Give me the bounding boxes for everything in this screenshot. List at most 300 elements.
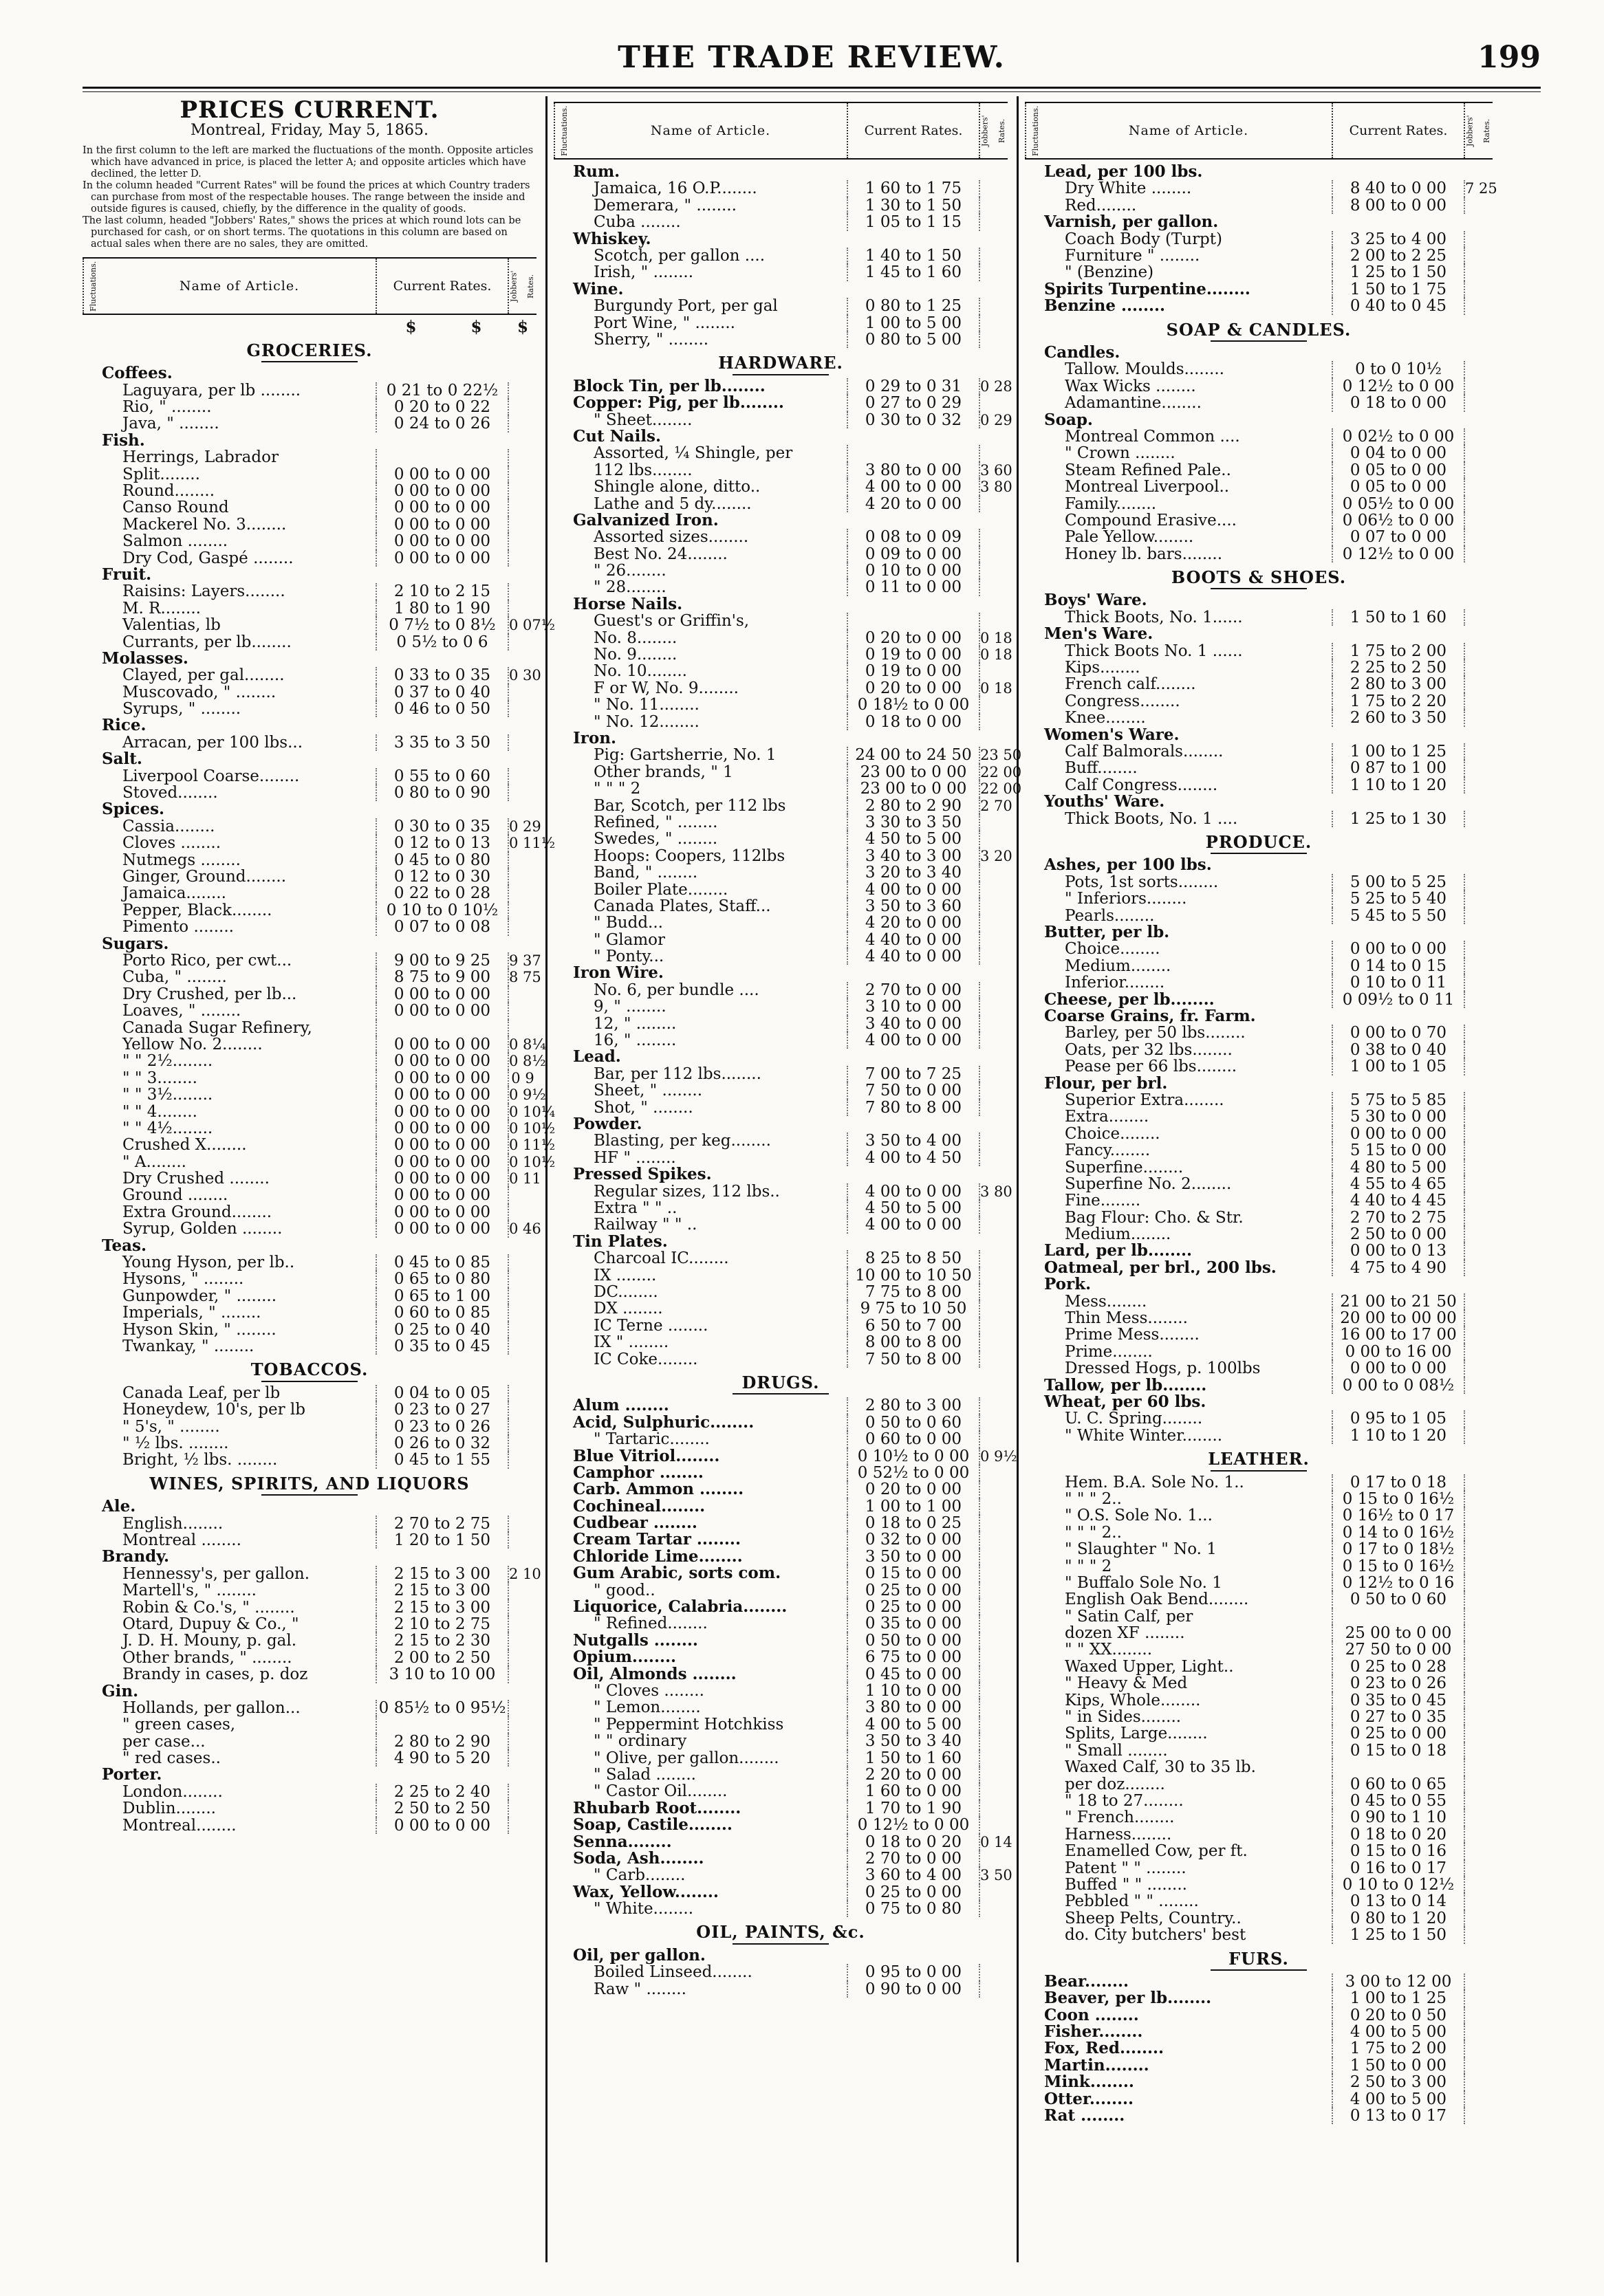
article-name: Medium........	[1065, 1225, 1171, 1244]
jobbers-rate	[1464, 676, 1493, 692]
current-rate: 9 00 to 9 25	[376, 952, 508, 969]
article-name: F or W, No. 9........	[594, 679, 739, 697]
price-row	[1025, 1809, 1493, 1826]
article-name: Salmon ........	[122, 532, 228, 551]
current-rate: 1 00 to 1 00	[847, 1498, 979, 1515]
jobbers-rate	[979, 1216, 1008, 1233]
current-rate: 0 15 to 0 00	[847, 1565, 979, 1582]
jobbers-rate: 3 50	[980, 1867, 1012, 1884]
price-row	[83, 1152, 556, 1171]
price-row	[1025, 197, 1493, 214]
jobbers-rate	[508, 919, 537, 935]
price-row	[1025, 462, 1493, 479]
price-row	[554, 982, 1008, 998]
article-name: Pearls........	[1065, 906, 1155, 925]
current-rate: 0 15 to 0 18	[1332, 1742, 1464, 1759]
jobbers-rate	[1464, 1843, 1493, 1859]
current-rate: 0 35 to 0 45	[376, 1338, 508, 1355]
jobbers-rate	[1464, 1260, 1493, 1276]
price-row	[554, 1615, 1008, 1632]
jobbers-rate	[508, 1800, 537, 1817]
article-name: Pimento ........	[122, 918, 234, 937]
price-row	[554, 248, 1008, 264]
article-name: Pepper, Black........	[122, 901, 272, 919]
current-rate: 0 23 to 0 26	[376, 1419, 508, 1435]
category-label: Whiskey.	[573, 229, 651, 248]
article-name: Cassia........	[122, 817, 215, 835]
current-rate: 2 70 to 2 75	[1332, 1210, 1464, 1226]
current-rate: 0 12½ to 0 00	[1332, 378, 1464, 395]
jobbers-rate	[508, 684, 537, 701]
article-name: Congress........	[1065, 692, 1180, 710]
current-rate: 0 25 to 0 00	[847, 1599, 979, 1615]
price-row	[83, 1784, 537, 1800]
jobbers-rate: 22 00	[980, 780, 1022, 798]
current-rate: 0 95 to 0 00	[847, 1964, 979, 1980]
article-name: Waxed Calf, 30 to 35 lb.	[1065, 1758, 1256, 1777]
current-rates-header: Current Rates.	[377, 259, 509, 314]
price-row	[1025, 1971, 1493, 1991]
current-rate: 2 15 to 3 00	[376, 1582, 508, 1599]
current-rate: 0 00 to 0 00	[376, 483, 508, 499]
jobbers-rate	[508, 1582, 537, 1599]
jobbers-rate	[979, 395, 1008, 411]
jobbers-rate	[979, 1699, 1008, 1716]
jobbers-rate	[979, 546, 1008, 562]
current-rate: 0 00 to 0 00	[376, 516, 508, 533]
jobbers-rate	[979, 529, 1008, 545]
article-name: Furniture " ........	[1065, 246, 1200, 265]
current-rate: 1 10 to 0 00	[847, 1683, 979, 1699]
current-rate: 1 10 to 1 20	[1332, 1428, 1464, 1444]
current-rate: 3 40 to 0 00	[847, 1016, 979, 1032]
price-row	[1025, 1192, 1493, 1209]
article-name: Java, " ........	[122, 415, 219, 433]
article-name: M. R........	[122, 599, 201, 617]
jobbers-rate	[1464, 890, 1493, 907]
price-row	[1025, 1176, 1493, 1192]
jobbers-rate	[979, 1716, 1008, 1733]
price-row	[1025, 1025, 1493, 1041]
article-name: Other brands, " ........	[122, 1648, 292, 1667]
current-rate: 1 80 to 1 90	[376, 600, 508, 617]
jobbers-rate	[979, 1884, 1008, 1901]
price-row	[554, 411, 1012, 429]
current-rate: 25 00 to 0 00	[1332, 1625, 1464, 1641]
current-rate: 0 85½ to 0 95½	[376, 1700, 508, 1716]
current-rate: 4 80 to 5 00	[1332, 1159, 1464, 1176]
article-name: Acid, Sulphuric........	[573, 1412, 755, 1432]
article-name: Sheep Pelts, Country..	[1065, 1909, 1242, 1927]
article-name: " Peppermint Hotchkiss	[594, 1715, 784, 1734]
article-name: Arracan, per 100 lbs...	[122, 733, 303, 752]
article-name: Alum ........	[573, 1396, 669, 1415]
price-row	[1025, 1058, 1493, 1075]
jobbers-rate	[1464, 231, 1493, 248]
article-name-header: Name of Article.	[1045, 103, 1333, 158]
price-row	[554, 1133, 1008, 1149]
price-row	[554, 679, 1012, 697]
jobbers-rate	[1464, 1641, 1493, 1658]
jobbers-rate	[1464, 811, 1493, 827]
price-row	[554, 1082, 1008, 1099]
article-name: Jamaica........	[122, 884, 226, 903]
article-name: Young Hyson, per lb..	[122, 1254, 295, 1272]
price-row	[554, 831, 1008, 847]
price-row	[554, 780, 1022, 798]
current-rate: 2 70 to 0 00	[847, 982, 979, 998]
current-rate: 2 60 to 3 50	[1332, 710, 1464, 726]
category-label: Fish.	[102, 430, 145, 450]
article-name: Fancy........	[1065, 1141, 1151, 1160]
price-row	[1025, 974, 1493, 991]
article-name: " " " 2	[1065, 1557, 1112, 1575]
price-row	[1025, 1474, 1493, 1491]
current-rate: 0 27 to 0 35	[1332, 1709, 1464, 1725]
jobbers-rate	[1464, 1507, 1493, 1524]
current-rate: 4 50 to 5 00	[847, 1200, 979, 1216]
price-row	[83, 1254, 537, 1271]
current-rate: 0 to 0 10½	[1332, 361, 1464, 378]
jobbers-rate	[1464, 908, 1493, 924]
current-rate: 3 10 to 10 00	[376, 1666, 508, 1683]
price-row	[554, 197, 1008, 214]
jobbers-rate: 0 8½	[509, 1053, 546, 1070]
current-rate: 0 45 to 0 55	[1332, 1793, 1464, 1809]
jobbers-rate	[508, 1666, 537, 1683]
article-name: HF " ........	[594, 1148, 676, 1167]
price-row	[554, 1431, 1008, 1447]
article-name: Muscovado, " ........	[122, 683, 277, 701]
current-rate: 0 12½ to 0 00	[847, 1817, 979, 1833]
price-row	[1025, 890, 1493, 907]
current-rate	[1332, 1759, 1464, 1775]
jobbers-rates-header: Jobbers' Rates.	[980, 115, 1006, 146]
price-row	[83, 734, 537, 751]
price-row	[83, 785, 537, 801]
page-number: 199	[1477, 40, 1541, 75]
article-name: " ½ lbs. ........	[122, 1434, 229, 1452]
current-rate: 0 06½ to 0 00	[1332, 512, 1464, 529]
jobbers-rate	[979, 1981, 1008, 1998]
current-rate: 8 25 to 8 50	[847, 1250, 979, 1267]
current-rate: 0 60 to 0 85	[376, 1304, 508, 1321]
current-rate: 4 40 to 0 00	[847, 932, 979, 948]
price-row	[554, 814, 1008, 831]
jobbers-rate	[508, 449, 537, 466]
price-column-3	[1025, 102, 1497, 2125]
article-name: French calf........	[1065, 675, 1196, 694]
price-row	[554, 1565, 1008, 1582]
current-rate: 1 10 to 1 20	[1332, 777, 1464, 794]
article-name: Thin Mess........	[1065, 1309, 1188, 1328]
jobbers-rate	[979, 1901, 1008, 1917]
article-name: Bear........	[1044, 1971, 1129, 1991]
current-rate: 4 00 to 0 00	[847, 1032, 979, 1049]
article-name: Gum Arabic, sorts com.	[573, 1564, 781, 1583]
price-row	[1025, 529, 1493, 545]
article-name: Cream Tartar ........	[573, 1530, 741, 1549]
current-rate: 0 80 to 0 90	[376, 785, 508, 801]
jobbers-rate	[1464, 1524, 1493, 1541]
jobbers-rate	[1464, 1990, 1493, 2007]
article-name: Fox, Red........	[1044, 2039, 1164, 2058]
article-name: " Buffalo Sole No. 1	[1065, 1573, 1222, 1592]
jobbers-rate	[508, 701, 537, 717]
current-rate: 0 18½ to 0 00	[847, 697, 979, 713]
article-name: Swedes, " ........	[594, 830, 718, 849]
article-name: " " 4........	[122, 1102, 197, 1121]
jobbers-rate	[1464, 445, 1493, 461]
current-rate: 0 25 to 0 40	[376, 1322, 508, 1338]
price-row	[554, 1683, 1008, 1699]
current-rate: 3 00 to 12 00	[1332, 1974, 1464, 1990]
current-rate: 0 10 to 0 11	[1332, 974, 1464, 991]
section-heading: DRUGS.	[554, 1375, 1008, 1395]
price-row	[83, 1070, 537, 1086]
price-row	[83, 1187, 537, 1203]
article-name: Guest's or Griffin's,	[594, 612, 750, 631]
price-row	[554, 1981, 1008, 1998]
jobbers-rate	[1464, 1910, 1493, 1927]
price-row	[554, 298, 1008, 314]
current-rate: 0 12 to 0 13	[376, 835, 508, 851]
price-row	[83, 1020, 537, 1036]
jobbers-rate	[1464, 743, 1493, 760]
price-row	[1025, 1092, 1493, 1108]
price-row	[1025, 1360, 1493, 1377]
article-name: Currants, per lb........	[122, 633, 292, 651]
current-rate: 0 60 to 0 65	[1332, 1776, 1464, 1793]
jobbers-rate	[508, 516, 537, 533]
article-name: " " 3½........	[122, 1086, 213, 1104]
price-row	[1025, 1260, 1493, 1276]
current-rate: 0 38 to 0 40	[1332, 1042, 1464, 1058]
article-name: Calf Balmorals........	[1065, 743, 1224, 761]
price-row	[1025, 428, 1493, 445]
article-name: Pale Yellow........	[1065, 528, 1194, 547]
price-row	[83, 1716, 537, 1733]
current-rate: 3 80 to 0 00	[847, 462, 979, 479]
jobbers-rate	[979, 1150, 1008, 1166]
price-row	[554, 746, 1022, 765]
jobbers-rate	[1464, 1058, 1493, 1075]
jobbers-rate	[508, 1632, 537, 1649]
article-name: Oil, Almonds ........	[573, 1664, 737, 1683]
jobbers-rate: 0 30	[509, 667, 541, 684]
price-row	[1025, 1575, 1493, 1591]
jobbers-rate	[1464, 1192, 1493, 1209]
price-row	[554, 1800, 1008, 1817]
jobbers-rate	[979, 496, 1008, 512]
jobbers-rate	[508, 734, 537, 751]
article-name: Block Tin, per lb........	[573, 376, 766, 395]
price-row	[554, 264, 1008, 281]
current-rate: 1 60 to 0 00	[847, 1783, 979, 1800]
price-row	[1025, 1428, 1493, 1444]
price-row	[1025, 811, 1493, 827]
current-rate: 0 00 to 0 00	[376, 986, 508, 1003]
jobbers-rate	[1464, 1893, 1493, 1910]
jobbers-rate	[508, 1700, 537, 1716]
price-row	[1025, 1893, 1493, 1910]
category-label: Candles.	[1044, 342, 1120, 362]
article-name: Blue Vitriol........	[573, 1446, 720, 1465]
article-name: " Budd...	[594, 914, 663, 932]
price-row	[554, 1649, 1008, 1665]
jobbers-rate	[1464, 1759, 1493, 1775]
jobbers-rate	[1464, 197, 1493, 214]
jobbers-rate	[508, 1288, 537, 1304]
article-name: Lard, per lb........	[1044, 1241, 1193, 1260]
jobbers-rate	[1464, 941, 1493, 957]
article-name: " good..	[594, 1581, 655, 1599]
section-heading: TOBACCOS.	[83, 1362, 537, 1381]
jobbers-rate	[1464, 1344, 1493, 1360]
article-name: " Glamor	[594, 930, 665, 949]
price-row	[1025, 546, 1493, 562]
current-rate: 3 40 to 3 00	[847, 848, 979, 864]
current-rate: 0 18 to 0 20	[1332, 1826, 1464, 1843]
price-row	[1025, 1326, 1493, 1343]
jobbers-rate	[979, 562, 1008, 579]
article-name: Yellow No. 2........	[122, 1035, 263, 1053]
category-label: Spices.	[102, 800, 165, 819]
jobbers-rate	[508, 1254, 537, 1271]
price-row	[554, 1465, 1008, 1481]
jobbers-rate	[508, 1650, 537, 1666]
article-name: Blasting, per keg........	[594, 1132, 771, 1150]
current-rate: 0 00 to 0 00	[1332, 1126, 1464, 1142]
jobbers-rate	[508, 415, 537, 432]
article-name: 112 lbs........	[594, 461, 693, 479]
price-rows	[83, 340, 556, 1835]
jobbers-rate	[1464, 1591, 1493, 1608]
article-name: " green cases,	[122, 1716, 236, 1734]
jobbers-rate	[979, 1649, 1008, 1665]
jobbers-rate: 0 8¼	[509, 1036, 546, 1053]
current-rate: 23 00 to 0 00	[847, 780, 979, 797]
price-column-2	[554, 102, 1022, 1998]
price-row	[83, 1220, 541, 1238]
jobbers-rate	[979, 1850, 1008, 1867]
article-name: Honeydew, 10's, per lb	[122, 1401, 305, 1419]
jobbers-rate	[1464, 2108, 1493, 2124]
current-rate: 4 50 to 5 00	[847, 831, 979, 847]
jobbers-rate: 0 11½	[509, 1137, 556, 1154]
article-name: Montreal Common ....	[1065, 427, 1240, 446]
current-rate: 2 25 to 2 40	[376, 1784, 508, 1800]
current-rate: 1 20 to 1 50	[376, 1532, 508, 1549]
article-name: London........	[122, 1782, 223, 1801]
jobbers-rate	[979, 831, 1008, 847]
article-name: Soda, Ash........	[573, 1848, 704, 1868]
article-name: Cloves ........	[122, 834, 221, 853]
article-name: Hysons, " ........	[122, 1270, 244, 1289]
current-rate: 0 21 to 0 22½	[376, 382, 508, 399]
jobbers-rate	[508, 1204, 537, 1221]
jobbers-rate: 0 10½	[509, 1153, 556, 1170]
intro-paragraph: The last column, headed "Jobbers' Rates," shows the prices at which round lots can be purchased for cash, or on short terms. The quotations in this column are based on actual sales when there are no sales, they are omitted.	[83, 215, 521, 250]
current-rate: 0 00 to 16 00	[1332, 1344, 1464, 1360]
article-name: Mess........	[1065, 1292, 1147, 1311]
article-name: " Small ........	[1065, 1741, 1168, 1760]
jobbers-rate: 0 9½	[509, 1086, 546, 1104]
article-name: Assorted, ¼ Shingle, per	[594, 444, 793, 463]
current-rate: 10 00 to 10 50	[847, 1267, 979, 1284]
price-row	[83, 616, 556, 635]
price-row	[83, 483, 537, 499]
current-rate	[376, 449, 508, 466]
jobbers-rate	[1464, 248, 1493, 264]
category-label: Porter.	[102, 1765, 162, 1784]
jobbers-rate	[979, 1531, 1008, 1548]
jobbers-rate	[508, 1322, 537, 1338]
price-row	[1025, 1377, 1493, 1394]
article-name: " Olive, per gallon........	[594, 1749, 779, 1767]
current-rate: 4 40 to 0 00	[847, 948, 979, 965]
price-row	[83, 1204, 537, 1221]
current-rate: 5 30 to 0 00	[1332, 1108, 1464, 1125]
jobbers-rate: 0 29	[509, 818, 541, 835]
article-name: Crushed X........	[122, 1136, 247, 1155]
jobbers-rate	[1464, 2040, 1493, 2057]
price-row	[554, 1284, 1008, 1300]
article-name: IX ........	[594, 1266, 657, 1284]
current-rate: 0 00 to 0 00	[376, 1053, 508, 1069]
price-row	[554, 180, 1008, 197]
jobbers-rate	[1464, 1725, 1493, 1742]
article-name: " Crown ........	[1065, 444, 1175, 463]
price-row	[554, 1351, 1008, 1368]
fluctuations-header: Fluctuations.	[83, 259, 103, 314]
price-row	[1025, 941, 1493, 957]
article-name: Red........	[1065, 196, 1137, 215]
fluctuations-header: Fluctuations.	[554, 103, 574, 158]
current-rate: 3 35 to 3 50	[376, 734, 508, 751]
jobbers-rate	[1464, 1092, 1493, 1108]
article-name: " Tartaric........	[594, 1430, 710, 1449]
category-label: Gin.	[102, 1681, 139, 1701]
current-rate: 8 75 to 9 00	[376, 969, 508, 985]
article-name: " red cases..	[122, 1749, 221, 1768]
current-rate: 0 90 to 1 10	[1332, 1809, 1464, 1826]
section-heading: WINES, SPIRITS, AND LIQUORS	[83, 1476, 537, 1496]
article-name: Assorted sizes........	[594, 528, 749, 547]
price-row	[554, 948, 1008, 965]
section-heading: SOAP & CANDLES.	[1025, 322, 1493, 342]
current-rate: 0 00 to 0 00	[1332, 1360, 1464, 1377]
column-separator-1	[545, 96, 548, 2262]
article-name: English........	[122, 1514, 224, 1533]
jobbers-rate	[1464, 1293, 1493, 1310]
jobbers-rate	[979, 1733, 1008, 1749]
category-label: Cut Nails.	[573, 426, 662, 446]
article-name: Imperials, " ........	[122, 1304, 261, 1322]
current-rate: 8 00 to 8 00	[847, 1334, 979, 1351]
current-rates-header: Current Rates.	[848, 103, 980, 158]
category-label: Women's Ware.	[1044, 725, 1180, 744]
current-rate: 0 37 to 0 40	[376, 684, 508, 701]
jobbers-rate	[979, 1582, 1008, 1599]
price-row	[1025, 1659, 1493, 1675]
current-rate: 1 60 to 1 75	[847, 180, 979, 197]
current-rate: 0 80 to 1 25	[847, 298, 979, 314]
current-rate: 4 55 to 4 65	[1332, 1176, 1464, 1192]
current-rate: 2 80 to 3 00	[1332, 676, 1464, 692]
current-rate: 0 46 to 0 50	[376, 701, 508, 717]
price-rows	[554, 162, 1022, 1998]
